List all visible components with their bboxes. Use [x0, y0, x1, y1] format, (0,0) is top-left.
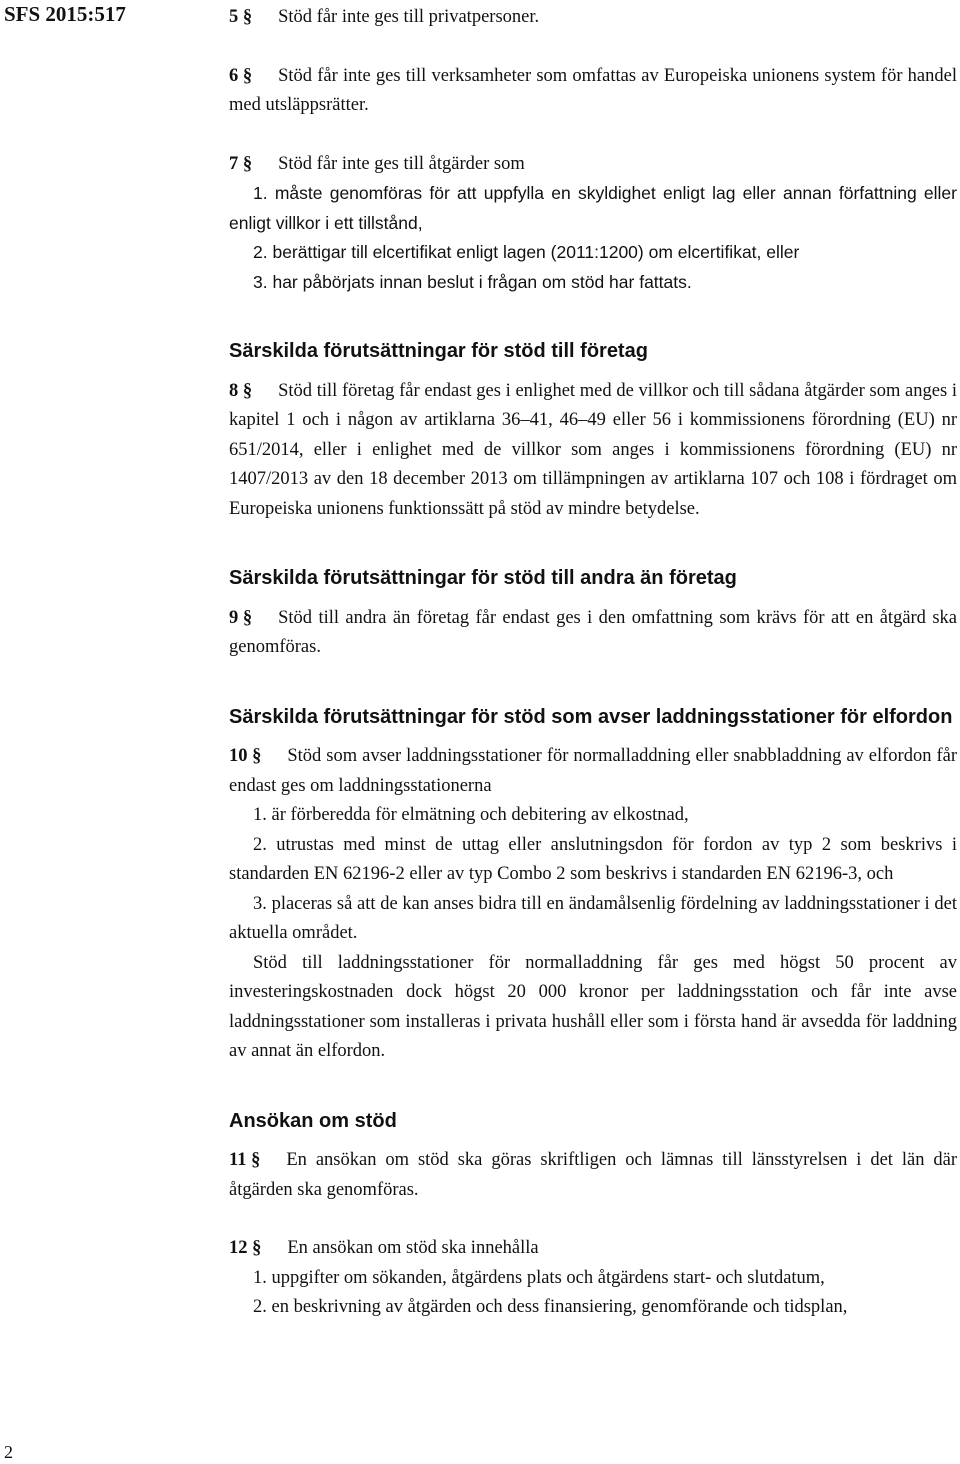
- section-text: Stöd till företag får endast ges i enlighet med de villkor och till sådana åtgärder som anges i kapitel 1 och i någon av artiklarna 36–41, 46–49 eller 56 i kommissionens förordning (EU) nr 651/2014, eller i enlighet med de villkor som anges i kommissionens förordning (EU) nr 1407/2013 av den 18 december 2013 om tillämpningen av artiklarna 107 och 108 i fördraget om Europeiska unionens funktionssätt på stöd av mindre betydelse.: [229, 380, 957, 519]
- list-item: 2. utrustas med minst de uttag eller anslutningsdon för fordon av typ 2 som beskrivs i standarden EN 62196-2 eller av typ Combo 2 som beskrivs i standarden EN 62196-3, och: [229, 834, 957, 884]
- list-item: 1. är förberedda för elmätning och debitering av elkostnad,: [253, 805, 689, 825]
- section-symbol: §: [242, 380, 253, 401]
- section-number: [229, 742, 261, 772]
- section-symbol: §: [242, 65, 253, 86]
- section-number: [229, 604, 252, 634]
- section-num: 10: [229, 746, 248, 766]
- section-text: Stöd får inte ges till åtgärder som: [278, 153, 525, 174]
- main-column: [229, 3, 957, 1323]
- section-number: [229, 377, 252, 407]
- heading-ansokan: Ansökan om stöd: [229, 1109, 397, 1132]
- section-num: 6: [229, 65, 239, 86]
- section-6: [229, 62, 957, 121]
- section-num: 8: [229, 380, 239, 401]
- heading-laddningsstationer: Särskilda förutsättningar för stöd som avser laddningsstationer för elfordon: [229, 705, 953, 728]
- sfs-number: SFS 2015:517: [4, 2, 126, 26]
- section-symbol: §: [251, 1150, 261, 1170]
- section-number: [229, 1234, 261, 1264]
- section-text: En ansökan om stöd ska göras skriftligen och lämnas till länsstyrelsen i det län där åtgärden ska genomföras.: [229, 1150, 957, 1200]
- list-item: 2. berättigar till elcertifikat enligt lagen (2011:1200) om elcertifikat, eller: [253, 242, 800, 262]
- list-item: 1. måste genomföras för att uppfylla en skyldighet enligt lag eller annan författning eller enligt villkor i ett tillstånd,: [229, 183, 957, 233]
- list-item: 2. en beskrivning av åtgärden och dess finansiering, genomförande och tidsplan,: [253, 1297, 848, 1317]
- section-num: 9: [229, 607, 239, 628]
- section-text: En ansökan om stöd ska innehålla: [287, 1238, 539, 1258]
- list-item: 1. uppgifter om sökanden, åtgärdens plats och åtgärdens start- och slutdatum,: [253, 1267, 825, 1288]
- section-symbol: §: [242, 153, 253, 174]
- section-12: [229, 1234, 957, 1264]
- section-10: [229, 742, 957, 801]
- paragraph: Stöd till laddningsstationer för normalladdning får ges med högst 50 procent av investeringskostnaden dock högst 20 000 kronor per laddningsstation och får inte avse laddningsstationer som installeras i privata hushåll eller som i första hand är avsedda för laddning av annat än elfordon.: [229, 952, 957, 1061]
- section-symbol: §: [252, 1238, 262, 1258]
- section-symbol: §: [242, 607, 253, 628]
- section-7: [229, 150, 957, 180]
- page-number: 2: [4, 1442, 13, 1462]
- section-text: Stöd till andra än företag får endast ges i den omfattning som krävs för att en åtgärd ska genomföras.: [229, 607, 957, 657]
- list-item: 3. har påbörjats innan beslut i frågan om stöd har fattats.: [253, 271, 692, 292]
- section-num: 7: [229, 153, 239, 174]
- section-8: [229, 377, 957, 525]
- heading-andra-an-foretag: Särskilda förutsättningar för stöd till andra än företag: [229, 567, 737, 589]
- section-number: [229, 1146, 260, 1176]
- section-text: Stöd får inte ges till verksamheter som omfattas av Europeiska unionens system för handel med utsläppsrätter.: [229, 65, 957, 115]
- section-symbol: §: [252, 746, 262, 766]
- section-symbol: §: [242, 7, 253, 27]
- list-item: 3. placeras så att de kan anses bidra till en ändamålsenlig fördelning av laddningsstationer i det aktuella området.: [229, 893, 957, 943]
- section-number: [229, 62, 252, 92]
- section-text: Stöd som avser laddningsstationer för normalladdning eller snabbladdning av elfordon får endast ges om laddningsstationerna: [229, 746, 957, 796]
- section-text: Stöd får inte ges till privatpersoner.: [278, 7, 540, 27]
- heading-foretag: Särskilda förutsättningar för stöd till företag: [229, 340, 648, 362]
- section-number: [229, 3, 252, 33]
- section-num: 12: [229, 1238, 248, 1258]
- section-num: 11: [229, 1150, 247, 1170]
- section-number: [229, 150, 252, 180]
- section-5: [229, 3, 957, 33]
- section-11: [229, 1146, 957, 1205]
- section-num: 5: [229, 7, 239, 27]
- section-9: [229, 604, 957, 663]
